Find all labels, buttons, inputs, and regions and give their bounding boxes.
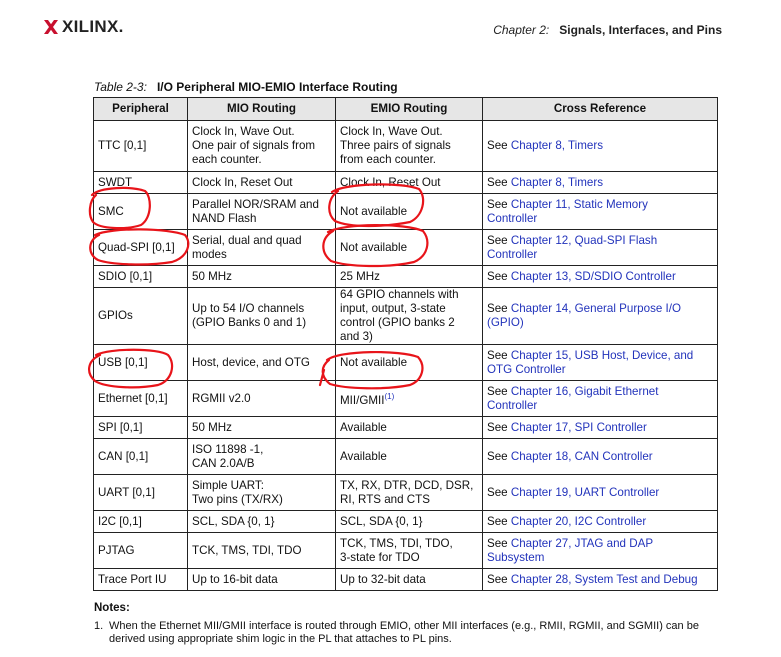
peripheral-cell-swdt: SWDT bbox=[94, 172, 188, 194]
header-mio-routing: MIO Routing bbox=[188, 98, 336, 121]
mio-routing-cell bbox=[188, 569, 336, 591]
xilinx-logo bbox=[44, 17, 124, 37]
table-row bbox=[94, 345, 718, 381]
mio-text-line: ISO 11898 -1, bbox=[192, 442, 264, 456]
see-text: See bbox=[487, 302, 511, 315]
emio-text-line: Clock In, Wave Out. bbox=[340, 125, 443, 138]
emio-routing-cell bbox=[336, 172, 483, 194]
mio-routing-cell bbox=[188, 230, 336, 266]
table-row bbox=[94, 533, 718, 569]
emio-text-line: Available bbox=[340, 420, 387, 434]
mio-text-line: SCL, SDA {0, 1} bbox=[192, 514, 275, 528]
see-text: See bbox=[487, 175, 511, 189]
see-text: See bbox=[487, 197, 511, 211]
see-text: See bbox=[487, 269, 511, 283]
mio-text-line: Up to 54 I/O channels bbox=[192, 302, 305, 315]
footnote-ref-link[interactable]: (1) bbox=[384, 391, 395, 401]
emio-routing-cell bbox=[336, 439, 483, 475]
table-row bbox=[94, 288, 718, 345]
note-text: When the Ethernet MII/GMII interface is routed through EMIO, other MII interfaces (e.g., RMII, RGMII, and SGMII) can be derived using appropriate shim logic in the PL that attaches to PL pins. bbox=[109, 620, 699, 645]
chapter-link[interactable]: (GPIO) bbox=[487, 316, 524, 329]
caption-number: Table 2-3: bbox=[94, 80, 147, 94]
emio-routing-cell bbox=[336, 194, 483, 230]
peripheral-cell-can-0-1: CAN [0,1] bbox=[94, 439, 188, 475]
mio-text-line: Clock In, Wave Out. bbox=[192, 125, 295, 138]
mio-routing-cell bbox=[188, 172, 336, 194]
mio-routing-cell bbox=[188, 533, 336, 569]
table-row bbox=[94, 569, 718, 591]
emio-text-line: Not available bbox=[340, 355, 408, 369]
chapter-link[interactable]: Chapter 8, Timers bbox=[510, 175, 603, 189]
emio-text-line: 64 GPIO channels with bbox=[340, 288, 459, 301]
mio-routing-cell bbox=[188, 345, 336, 381]
notes-heading: Notes: bbox=[94, 602, 130, 614]
mio-text-line: Up to 16-bit data bbox=[192, 572, 278, 586]
header-peripheral: Peripheral bbox=[94, 98, 188, 121]
cross-reference-cell bbox=[483, 569, 718, 591]
routing-table bbox=[93, 97, 718, 591]
cross-reference-cell bbox=[483, 439, 718, 475]
emio-text-line: MII/GMII bbox=[340, 393, 385, 407]
mio-text-line: Clock In, Reset Out bbox=[192, 175, 293, 189]
mio-routing-cell bbox=[188, 288, 336, 345]
table-body bbox=[94, 121, 718, 591]
chapter-link[interactable]: Chapter 14, General Purpose I/O bbox=[510, 302, 681, 315]
mio-routing-cell bbox=[188, 439, 336, 475]
peripheral-cell-uart-0-1: UART [0,1] bbox=[94, 475, 188, 511]
cross-reference-cell bbox=[483, 345, 718, 381]
xilinx-logo-icon bbox=[44, 20, 58, 34]
peripheral-cell-ttc-0-1: TTC [0,1] bbox=[94, 121, 188, 172]
mio-routing-cell bbox=[188, 511, 336, 533]
peripheral-cell-i2c-0-1: I2C [0,1] bbox=[94, 511, 188, 533]
emio-text-line: control (GPIO banks 2 bbox=[340, 316, 455, 329]
note-number: 1. bbox=[94, 620, 104, 632]
mio-text-line: NAND Flash bbox=[192, 211, 257, 225]
chapter-link[interactable]: Chapter 16, Gigabit Ethernet bbox=[510, 384, 659, 398]
header-cross-reference: Cross Reference bbox=[483, 98, 718, 121]
chapter-link[interactable]: Subsystem bbox=[487, 550, 545, 564]
mio-text-line: each counter. bbox=[192, 153, 262, 166]
emio-routing-cell bbox=[336, 230, 483, 266]
emio-text-line: SCL, SDA {0, 1} bbox=[340, 514, 423, 528]
emio-text-line: 3-state for TDO bbox=[340, 550, 420, 564]
cross-reference-cell bbox=[483, 417, 718, 439]
cross-reference-cell bbox=[483, 475, 718, 511]
chapter-number: Chapter 2: bbox=[493, 23, 550, 37]
mio-text-line: TCK, TMS, TDI, TDO bbox=[192, 543, 302, 557]
emio-text-line: 25 MHz bbox=[340, 269, 380, 283]
table-caption bbox=[94, 80, 398, 94]
cross-reference-cell bbox=[483, 230, 718, 266]
peripheral-cell-smc: SMC bbox=[94, 194, 188, 230]
chapter-link[interactable]: Chapter 28, System Test and Debug bbox=[510, 572, 698, 586]
see-text: See bbox=[487, 384, 511, 398]
emio-routing-cell bbox=[336, 121, 483, 172]
chapter-link[interactable]: Chapter 12, Quad-SPI Flash bbox=[510, 233, 658, 247]
table-row bbox=[94, 266, 718, 288]
mio-text-line: Serial, dual and quad bbox=[192, 233, 302, 247]
emio-text-line: Not available bbox=[340, 204, 408, 218]
chapter-header bbox=[493, 23, 722, 37]
chapter-link[interactable]: Controller bbox=[487, 211, 538, 225]
chapter-link[interactable]: OTG Controller bbox=[487, 362, 566, 376]
cross-reference-cell bbox=[483, 172, 718, 194]
table-header-row bbox=[94, 98, 718, 121]
mio-routing-cell bbox=[188, 381, 336, 417]
note-item bbox=[94, 620, 724, 646]
mio-text-line: Host, device, and OTG bbox=[192, 355, 310, 369]
mio-text-line: 50 MHz bbox=[192, 420, 232, 434]
chapter-link[interactable]: Chapter 17, SPI Controller bbox=[510, 420, 647, 434]
mio-routing-cell bbox=[188, 266, 336, 288]
peripheral-cell-ethernet-0-1: Ethernet [0,1] bbox=[94, 381, 188, 417]
chapter-link[interactable]: Controller bbox=[487, 247, 538, 261]
emio-routing-cell bbox=[336, 569, 483, 591]
mio-text-line: One pair of signals from bbox=[192, 139, 316, 152]
emio-routing-cell bbox=[336, 345, 483, 381]
mio-routing-cell bbox=[188, 417, 336, 439]
mio-routing-cell bbox=[188, 194, 336, 230]
emio-text-line: from each counter. bbox=[340, 153, 437, 166]
cross-reference-cell bbox=[483, 533, 718, 569]
emio-routing-cell bbox=[336, 533, 483, 569]
emio-text-line: TX, RX, DTR, DCD, DSR, bbox=[340, 478, 474, 492]
emio-text-line: Available bbox=[340, 449, 387, 463]
peripheral-cell-usb-0-1: USB [0,1] bbox=[94, 345, 188, 381]
emio-text-line: Clock In, Reset Out bbox=[340, 175, 441, 189]
peripheral-cell-spi-0-1: SPI [0,1] bbox=[94, 417, 188, 439]
emio-text-line: input, output, 3-state bbox=[340, 302, 446, 315]
cross-reference-cell bbox=[483, 266, 718, 288]
table-row bbox=[94, 381, 718, 417]
mio-text-line: 50 MHz bbox=[192, 269, 232, 283]
emio-text-line: RI, RTS and CTS bbox=[340, 492, 430, 506]
emio-routing-cell bbox=[336, 475, 483, 511]
mio-text-line: RGMII v2.0 bbox=[192, 391, 251, 405]
see-text: See bbox=[487, 233, 511, 247]
mio-routing-cell bbox=[188, 121, 336, 172]
table-row bbox=[94, 475, 718, 511]
chapter-link[interactable]: Chapter 11, Static Memory bbox=[510, 197, 648, 211]
chapter-title: Signals, Interfaces, and Pins bbox=[559, 23, 722, 37]
peripheral-cell-sdio-0-1: SDIO [0,1] bbox=[94, 266, 188, 288]
header-emio-routing: EMIO Routing bbox=[336, 98, 483, 121]
peripheral-cell-gpios: GPIOs bbox=[94, 288, 188, 345]
see-text: See bbox=[487, 485, 511, 499]
mio-routing-cell bbox=[188, 475, 336, 511]
table-row bbox=[94, 511, 718, 533]
notes bbox=[94, 602, 699, 645]
see-text: See bbox=[487, 139, 511, 152]
emio-routing-cell bbox=[336, 511, 483, 533]
cross-reference-cell bbox=[483, 194, 718, 230]
table-row bbox=[94, 194, 718, 230]
peripheral-cell-trace-port-iu: Trace Port IU bbox=[94, 569, 188, 591]
cross-reference-cell bbox=[483, 381, 718, 417]
table-row bbox=[94, 230, 718, 266]
see-text: See bbox=[487, 420, 511, 434]
table-row bbox=[94, 417, 718, 439]
emio-text-line: and 3) bbox=[340, 330, 373, 343]
see-text: See bbox=[487, 514, 511, 528]
see-text: See bbox=[487, 348, 511, 362]
emio-routing-cell bbox=[336, 266, 483, 288]
mio-text-line: (GPIO Banks 0 and 1) bbox=[192, 316, 307, 329]
emio-text-line: Three pairs of signals bbox=[340, 139, 451, 152]
table-row bbox=[94, 172, 718, 194]
see-text: See bbox=[487, 536, 511, 550]
chapter-link[interactable]: Controller bbox=[487, 398, 538, 412]
mio-text-line: modes bbox=[192, 247, 227, 261]
mio-text-line: Parallel NOR/SRAM and bbox=[192, 197, 319, 211]
cross-reference-cell bbox=[483, 511, 718, 533]
mio-text-line: Two pins (TX/RX) bbox=[192, 492, 283, 506]
emio-text-line: Not available bbox=[340, 240, 408, 254]
cross-reference-cell bbox=[483, 121, 718, 172]
see-text: See bbox=[487, 449, 511, 463]
chapter-link[interactable]: Chapter 8, Timers bbox=[510, 139, 603, 152]
chapter-link[interactable]: Chapter 18, CAN Controller bbox=[510, 449, 653, 463]
logo-text: XILINX. bbox=[62, 17, 124, 36]
chapter-link[interactable]: Chapter 15, USB Host, Device, and bbox=[510, 348, 694, 362]
emio-routing-cell bbox=[336, 417, 483, 439]
chapter-link[interactable]: Chapter 20, I2C Controller bbox=[510, 514, 647, 528]
chapter-link[interactable]: Chapter 19, UART Controller bbox=[510, 485, 660, 499]
see-text: See bbox=[487, 572, 511, 586]
chapter-link[interactable]: Chapter 27, JTAG and DAP bbox=[510, 536, 654, 550]
peripheral-cell-quad-spi-0-1: Quad-SPI [0,1] bbox=[94, 230, 188, 266]
table-row bbox=[94, 439, 718, 475]
emio-text-line: Up to 32-bit data bbox=[340, 572, 426, 586]
emio-routing-cell bbox=[336, 288, 483, 345]
cross-reference-cell bbox=[483, 288, 718, 345]
chapter-link[interactable]: Chapter 13, SD/SDIO Controller bbox=[510, 269, 676, 283]
mio-text-line: Simple UART: bbox=[192, 478, 264, 492]
peripheral-cell-pjtag: PJTAG bbox=[94, 533, 188, 569]
emio-routing-cell bbox=[336, 381, 483, 417]
caption-title: I/O Peripheral MIO-EMIO Interface Routing bbox=[156, 80, 398, 94]
mio-text-line: CAN 2.0A/B bbox=[192, 456, 255, 470]
table-row bbox=[94, 121, 718, 172]
emio-text-line: TCK, TMS, TDI, TDO, bbox=[340, 536, 453, 550]
